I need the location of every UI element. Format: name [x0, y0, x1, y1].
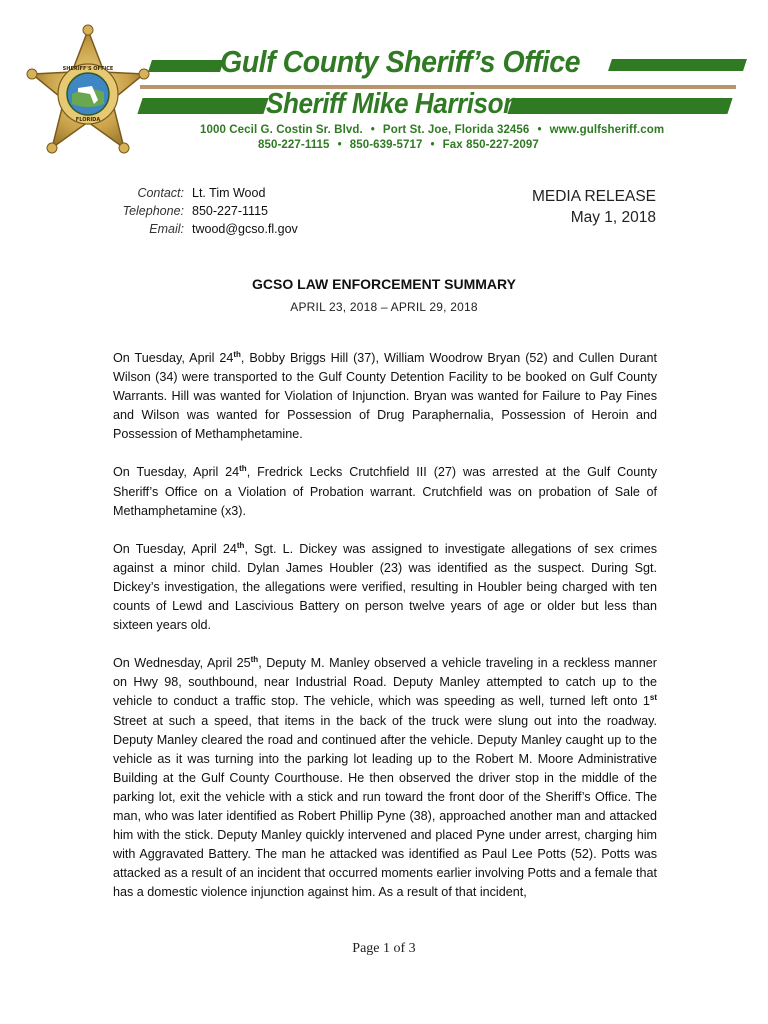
document-body — [113, 349, 657, 921]
contact-row — [100, 184, 298, 202]
phone-line — [258, 139, 539, 151]
release-block — [532, 186, 656, 228]
email-label: Email: — [149, 222, 184, 236]
paragraph-text: On Tuesday, April 24 — [113, 465, 240, 480]
summary-date-range: APRIL 23, 2018 – APRIL 29, 2018 — [290, 300, 478, 314]
paragraph-text: Street at such a speed, that items in the back of the truck were slung out into the roadway. Deputy Manley cleared the road and continued after the vehicle. Deputy Manley caught up to the vehicle as it was turning into the parking lot leading up to the Robert M. Moore Administrative Building at the Gulf County Courthouse. He then observed the driver stop in the middle of the parking lot, exit the vehicle with a stick and run toward the front door of the Sheriff’s Office. The man, who was later identified as Robert Phillip Pyne (38), approached another man and attacked him with the stick. Deputy Manley quickly intervened and placed Pyne under arrest, charging him with Aggravated Battery. The man he attacked was identified as Paul Lee Potts (52). Potts was attacked as a result of an incident that occurred moments earlier involving Potts and a female that has a domestic violence injunction against him. As a result of that incident, — [113, 713, 657, 900]
ordinal-suffix: st — [649, 693, 657, 703]
address-line — [200, 124, 664, 136]
page-number: Page 1 of 3 — [352, 941, 416, 956]
ordinal-suffix: th — [236, 540, 245, 550]
phone-main: 850-227-1115 — [258, 139, 330, 151]
header-stripe-bottom-right — [507, 98, 732, 114]
header-stripe-bottom-left — [137, 98, 268, 114]
city-state-zip: Port St. Joe, Florida 32456 — [382, 124, 530, 136]
svg-text:FLORIDA: FLORIDA — [75, 117, 101, 123]
paragraph-text: , Bobby Briggs Hill (37), William Woodrow Bryan (52) and Cullen Durant Wilson (34) were transported to the Gulf County Detention Facility to be booked on Gulf County Warrants. Hill was wanted for Violation of Injunction. Bryan was wanted for Failure to Pay Fines and Wilson was wanted for Possession of Drug Paraphernalia, Possession of Heroin and Possession of Methamphetamine. — [113, 351, 658, 442]
paragraph — [113, 654, 657, 902]
telephone-label: Telephone: — [122, 204, 184, 218]
paragraph — [113, 463, 657, 520]
paragraph-text: On Tuesday, April 24 — [113, 351, 234, 365]
release-date: May 1, 2018 — [570, 209, 656, 226]
paragraph-text: On Wednesday, April 25 — [113, 656, 251, 671]
telephone-value: 850-227-1115 — [192, 204, 268, 218]
paragraph-text: , Sgt. L. Dickey was assigned to investigate allegations of sex crimes against a minor child. Dylan James Houbler (23) was identified as the suspect. During Sgt. Dickey’s investigation, the allegations were verified, resulting in Houbler being charged with ten counts of Lewd and Lascivious Battery on person twelve years of age or older but less than sixteen years old. — [113, 541, 657, 633]
contact-name: Lt. Tim Wood — [192, 186, 266, 200]
paragraph-text: , Deputy M. Manley observed a vehicle traveling in a reckless manner on Hwy 98, southbound, near Industrial Road. Deputy Manley attempted to catch up to the vehicle to conduct a traffic stop. The vehicle, which was speeding as well, turned left onto 1 — [113, 656, 657, 709]
phone-secondary: 850-639-5717 — [349, 139, 423, 151]
org-name: Gulf County Sheriff’s Office — [220, 44, 581, 79]
separator-dot: • — [337, 139, 342, 151]
email-link[interactable]: twood@gcso.fl.gov — [192, 222, 298, 236]
separator-dot: • — [370, 124, 375, 136]
separator-dot: • — [430, 139, 435, 151]
paragraph — [113, 349, 657, 444]
paragraph — [113, 540, 657, 635]
summary-title: GCSO LAW ENFORCEMENT SUMMARY — [252, 276, 516, 292]
release-type: MEDIA RELEASE — [531, 188, 656, 205]
sheriff-name: Sheriff Mike Harrison — [266, 88, 519, 120]
header-stripe-top-right — [608, 59, 747, 71]
street-address: 1000 Cecil G. Costin Sr. Blvd. — [200, 124, 363, 136]
separator-dot: • — [537, 124, 542, 136]
email-row — [100, 220, 298, 238]
paragraph-text: On Tuesday, April 24 — [113, 541, 237, 556]
ordinal-suffix: th — [250, 655, 259, 665]
header-stripe-top-left — [148, 60, 224, 72]
ordinal-suffix: th — [233, 349, 241, 359]
fax-number: Fax 850-227-2097 — [442, 139, 539, 151]
svg-text:SHERIFF'S OFFICE: SHERIFF'S OFFICE — [62, 66, 114, 72]
contact-label: Contact: — [137, 186, 184, 200]
sheriff-star-badge-icon — [26, 22, 150, 164]
paragraph-text: , Fredrick Lecks Crutchfield III (27) was arrested at the Gulf County Sheriff’s Office on a Violation of Probation warrant. Crutchfield was on probation of Sale of Methamphetamine (x3). — [113, 465, 657, 518]
letterhead — [0, 0, 768, 170]
website-link[interactable]: www.gulfsheriff.com — [549, 124, 665, 136]
telephone-row — [100, 202, 298, 220]
ordinal-suffix: th — [239, 464, 247, 474]
contact-block — [100, 184, 298, 238]
